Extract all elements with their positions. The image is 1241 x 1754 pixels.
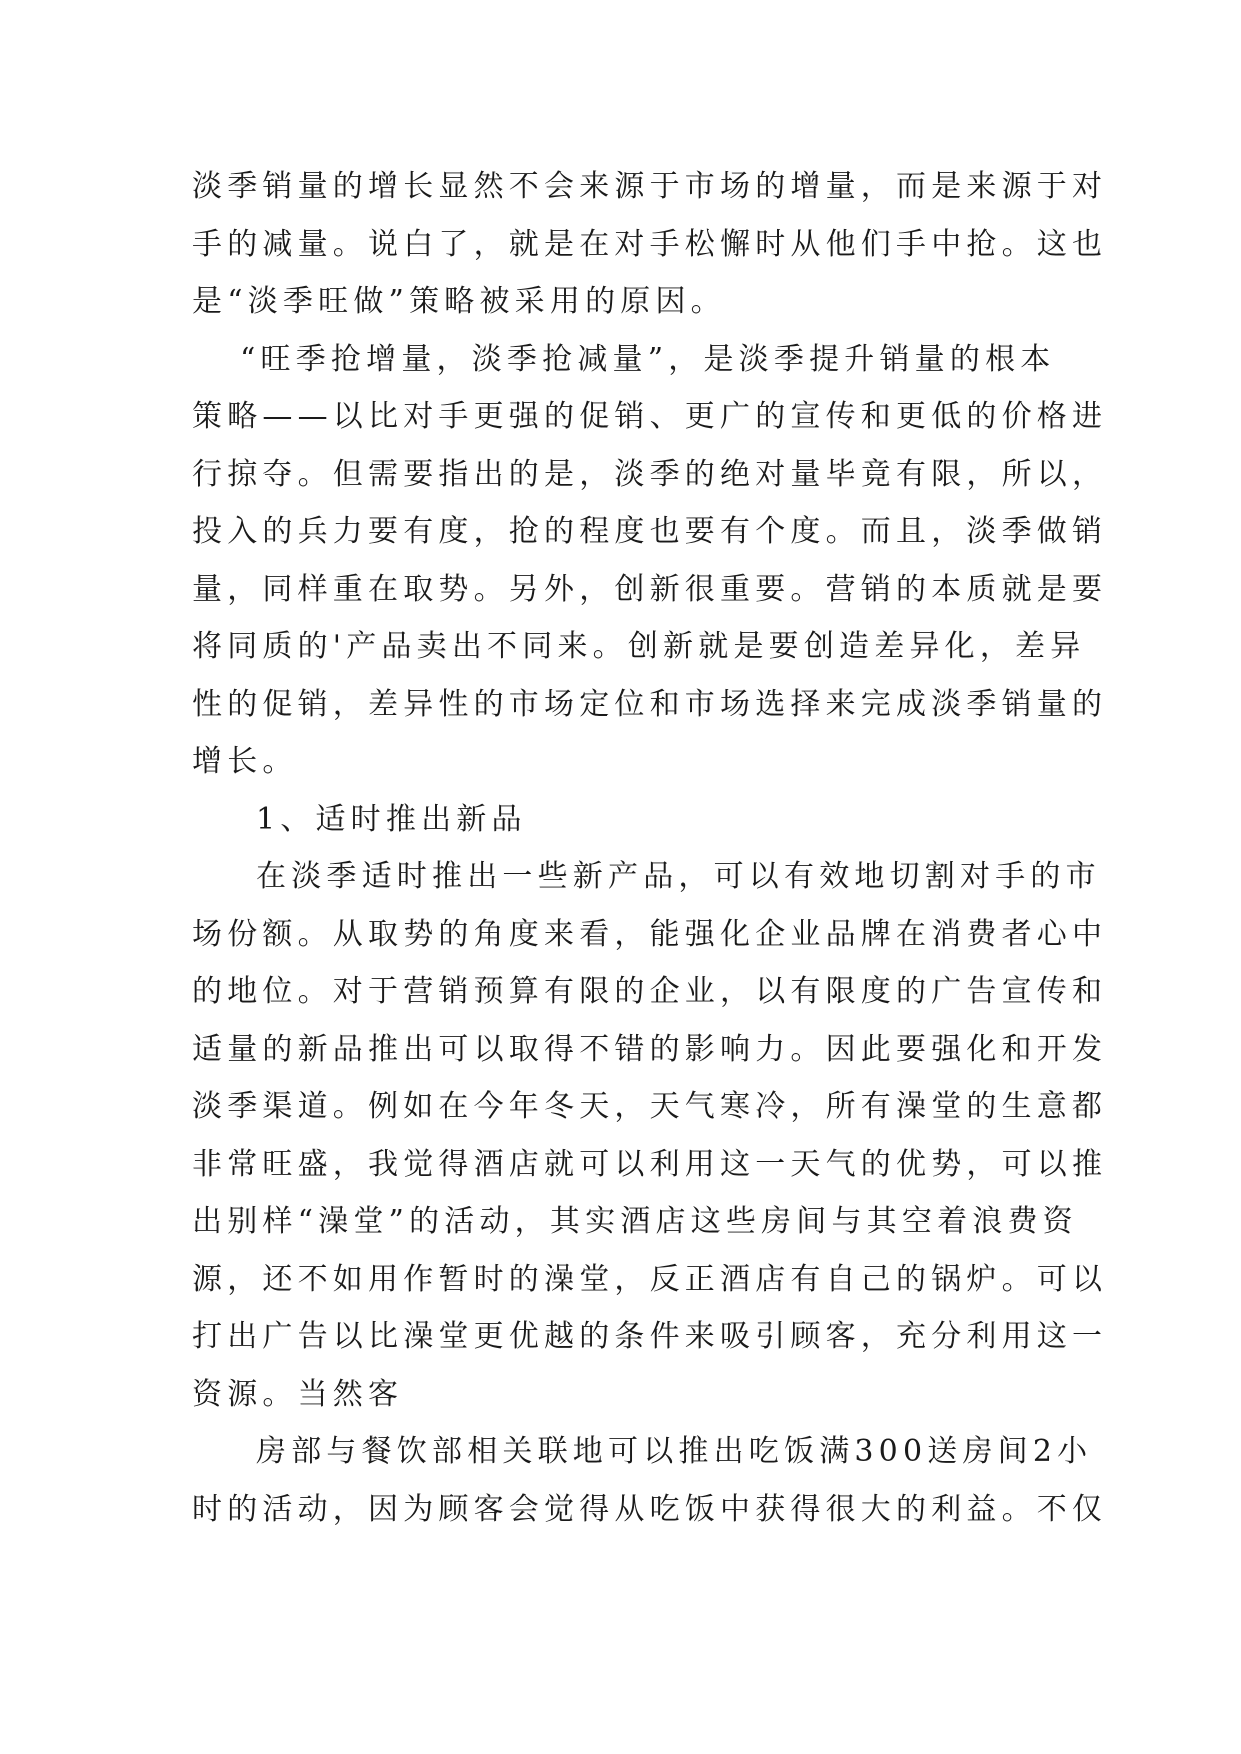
text-line: “旺季抢增量，淡季抢减量”，是淡季提升销量的根本 <box>240 341 1056 377</box>
text-line: 淡季渠道。例如在今年冬天，天气寒冷，所有澡堂的生意都 <box>192 1089 1108 1124</box>
text-line: 手的减量。说白了，就是在对手松懈时从他们手中抢。这也 <box>192 226 1108 262</box>
text-line: 量，同样重在取势。另外，创新很重要。营销的本质就是要 <box>192 571 1108 607</box>
text-line: 时的活动，因为顾客会觉得从吃饭中获得很大的利益。不仅 <box>192 1491 1108 1527</box>
text-line: 出别样“澡堂”的活动，其实酒店这些房间与其空着浪费资 <box>192 1204 1078 1239</box>
text-line: 行掠夺。但需要指出的是，淡季的绝对量毕竟有限，所以， <box>192 456 1108 492</box>
text-line: 打出广告以比澡堂更优越的条件来吸引顾客，充分利用这一 <box>192 1319 1108 1354</box>
text-line: 淡季销量的增长显然不会来源于市场的增量，而是来源于对 <box>192 169 1108 204</box>
text-line: 非常旺盛，我觉得酒店就可以利用这一天气的优势，可以推 <box>192 1146 1108 1182</box>
body-text <box>192 158 1108 1538</box>
text-line: 投入的兵力要有度，抢的程度也要有个度。而且，淡季做销 <box>192 514 1108 549</box>
text-line: 将同质的'产品卖出不同来。创新就是要创造差异化，差异 <box>192 629 1086 664</box>
text-line: 的地位。对于营销预算有限的企业，以有限度的广告宣传和 <box>192 974 1108 1009</box>
text-line: 适量的新品推出可以取得不错的影响力。因此要强化和开发 <box>192 1031 1108 1067</box>
text-line: 策略——以比对手更强的促销、更广的宣传和更低的价格进 <box>192 399 1108 434</box>
text-line: 在淡季适时推出一些新产品，可以有效地切割对手的市 <box>256 859 1101 894</box>
text-line: 增长。 <box>192 744 298 779</box>
text-line: 房部与餐饮部相关联地可以推出吃饭满300送房间2小 <box>256 1434 1093 1469</box>
section-heading: 1、适时推出新品 <box>256 801 527 837</box>
text-line: 场份额。从取势的角度来看，能强化企业品牌在消费者心中 <box>192 916 1108 952</box>
text-line: 性的促销，差异性的市场定位和市场选择来完成淡季销量的 <box>192 686 1108 722</box>
text-line: 是“淡季旺做”策略被采用的原因。 <box>192 284 726 319</box>
text-line: 资源。当然客 <box>192 1376 404 1412</box>
text-line: 源，还不如用作暂时的澡堂，反正酒店有自己的锅炉。可以 <box>192 1261 1108 1297</box>
